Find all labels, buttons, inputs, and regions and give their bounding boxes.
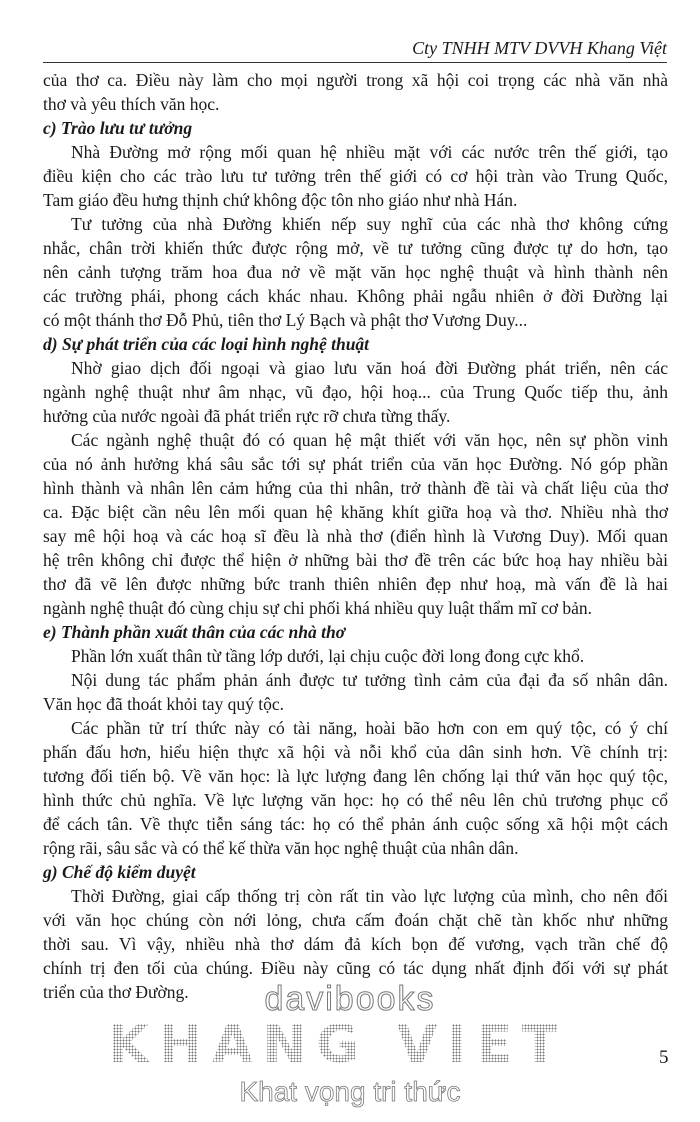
paragraph-line: các trường phái, phong cách khác nhau. Không phải ngẫu nhiên ở đời Đường lại — [43, 286, 668, 306]
paragraph-line: Các ngành nghệ thuật đó có quan hệ mật thiết với văn học, nên sự phồn vinh — [71, 430, 668, 450]
watermark-slogan-text: Khat vọng tri thức — [239, 1076, 461, 1107]
paragraph-line: thời sau. Vì vậy, nhiều nhà thơ dám đả kích bọn đế vương, vạch trần chế độ — [43, 934, 668, 954]
paragraph-line: rộng rãi, sâu sắc và có thể kế thừa văn học nghệ thuật của nhân dân. — [43, 838, 519, 858]
paragraph-line: ngành nghệ thuật đó cùng chịu sự chi phối khá nhiều quy luật thẩm mĩ cơ bản. — [43, 598, 592, 618]
paragraph-line: phấn đấu hơn, hiểu hiện thực xã hội và nỗi khổ của dân sinh hơn. Về chính trị: — [43, 742, 668, 762]
paragraph-line: chính trị đen tối của chúng. Điều này cũng có tác dụng nhất định đối với sự phát — [43, 958, 668, 978]
paragraph-line: với văn học chúng còn nới lỏng, chưa cấm đoán chặt chẽ tàn khốc như những — [43, 910, 668, 930]
paragraph-line: triển của thơ Đường. — [43, 982, 189, 1002]
paragraph-line: của thơ ca. Điều này làm cho mọi người trong xã hội coi trọng các nhà văn nhà — [43, 70, 668, 90]
paragraph-line: hình thành và nhân lên cảm hứng của thi nhân, trở thành đề tài và chất liệu của thơ — [43, 478, 668, 498]
paragraph-line: tương đối tiến bộ. Về văn học: là lực lượng đang lên chống lại thứ văn học quý tộc, — [43, 766, 668, 786]
paragraph-line: say mê hội hoạ và các hoạ sĩ đều là nhà thơ (điển hình là Vương Duy). Mối quan — [43, 526, 668, 546]
page-body — [43, 68, 668, 1004]
watermark-site-text: davibooks — [264, 980, 436, 1018]
paragraph-line: Văn học đã thoát khỏi tay quý tộc. — [43, 694, 285, 714]
paragraph-line: thơ đã vẽ lên được những bức tranh thiên nhiên đẹp như hoạ, mà vấn đề là hai — [43, 574, 668, 594]
paragraph-line: để cách tân. Về thực tiễn sáng tác: họ có thể phản ánh cuộc sống xã hội một cách — [43, 814, 668, 834]
paragraph-line: của nó ảnh hưởng khá sâu sắc tới sự phát triển của văn học Đường. Nó góp phần — [43, 454, 668, 474]
section-heading: g) Chế độ kiểm duyệt — [43, 862, 196, 882]
paragraph-line: ca. Đặc biệt cần nêu lên mối quan hệ khăng khít giữa hoạ và thơ. Nhiều nhà thơ — [43, 502, 668, 522]
watermark-brand-text: KHANG VIET — [38, 1018, 638, 1072]
paragraph-line: Thời Đường, giai cấp thống trị còn rất tin vào lực lượng của mình, cho nên đối — [71, 886, 668, 906]
paragraph-line: nên cảnh tượng trăm hoa đua nở về mặt văn học nghệ thuật và hình thành nên — [43, 262, 668, 282]
paragraph-line: Nhờ giao dịch đối ngoại và giao lưu văn hoá đời Đường phát triển, nên các — [71, 358, 668, 378]
section-heading: c) Trào lưu tư tưởng — [43, 118, 193, 138]
section-heading: e) Thành phần xuất thân của các nhà thơ — [43, 622, 346, 642]
paragraph-line: Nội dung tác phẩm phản ánh được tư tưởng tình cảm của đại đa số nhân dân. — [71, 670, 668, 690]
paragraph-line: nhắc, chân trời khiến thức được rộng mở, về tư tưởng cũng được tự do hơn, tạo — [43, 238, 668, 258]
paragraph-line: điều kiện cho các trào lưu tư tưởng trên thế giới có cơ hội tràn vào Trung Quốc, — [43, 166, 668, 186]
paragraph-line: ngành nghệ thuật như âm nhạc, vũ đạo, hội hoạ... của Trung Quốc tiếp thu, ảnh — [43, 382, 668, 402]
paragraph-line: Các phần tử trí thức này có tài năng, hoài bão hơn con em quý tộc, có ý chí — [71, 718, 668, 738]
paragraph-line: hưởng của nước ngoài đã phát triển rực rỡ chưa từng thấy. — [43, 406, 451, 426]
publisher-name: Cty TNHH MTV DVVH Khang Việt — [412, 38, 667, 58]
paragraph-line: Phần lớn xuất thân từ tầng lớp dưới, lại chịu cuộc đời long đong cực khổ. — [71, 646, 585, 666]
paragraph-line: Tam giáo đều hưng thịnh chứ không độc tôn nho giáo như nhà Hán. — [43, 190, 518, 210]
paragraph-line: hệ trên không chỉ được thể hiện ở những bài thơ đề trên các bức hoạ hay nhiều bài — [43, 550, 668, 570]
section-heading: d) Sự phát triển của các loại hình nghệ thuật — [43, 334, 370, 354]
paragraph-line: Nhà Đường mở rộng mối quan hệ nhiều mặt với các nước trên thế giới, tạo — [71, 142, 668, 162]
paragraph-line: hình thức chủ nghĩa. Về lực lượng văn học: họ có thể nêu lên chủ trương phục cổ — [43, 790, 668, 810]
paragraph-line: thơ và yêu thích văn học. — [43, 94, 220, 114]
running-header — [43, 34, 667, 63]
paragraph-line: Tư tưởng của nhà Đường khiến nếp suy nghĩ của các nhà thơ không cứng — [71, 214, 668, 234]
page-number: 5 — [659, 1047, 669, 1068]
paragraph-line: có một thánh thơ Đỗ Phủ, tiên thơ Lý Bạch và phật thơ Vương Duy... — [43, 310, 528, 330]
